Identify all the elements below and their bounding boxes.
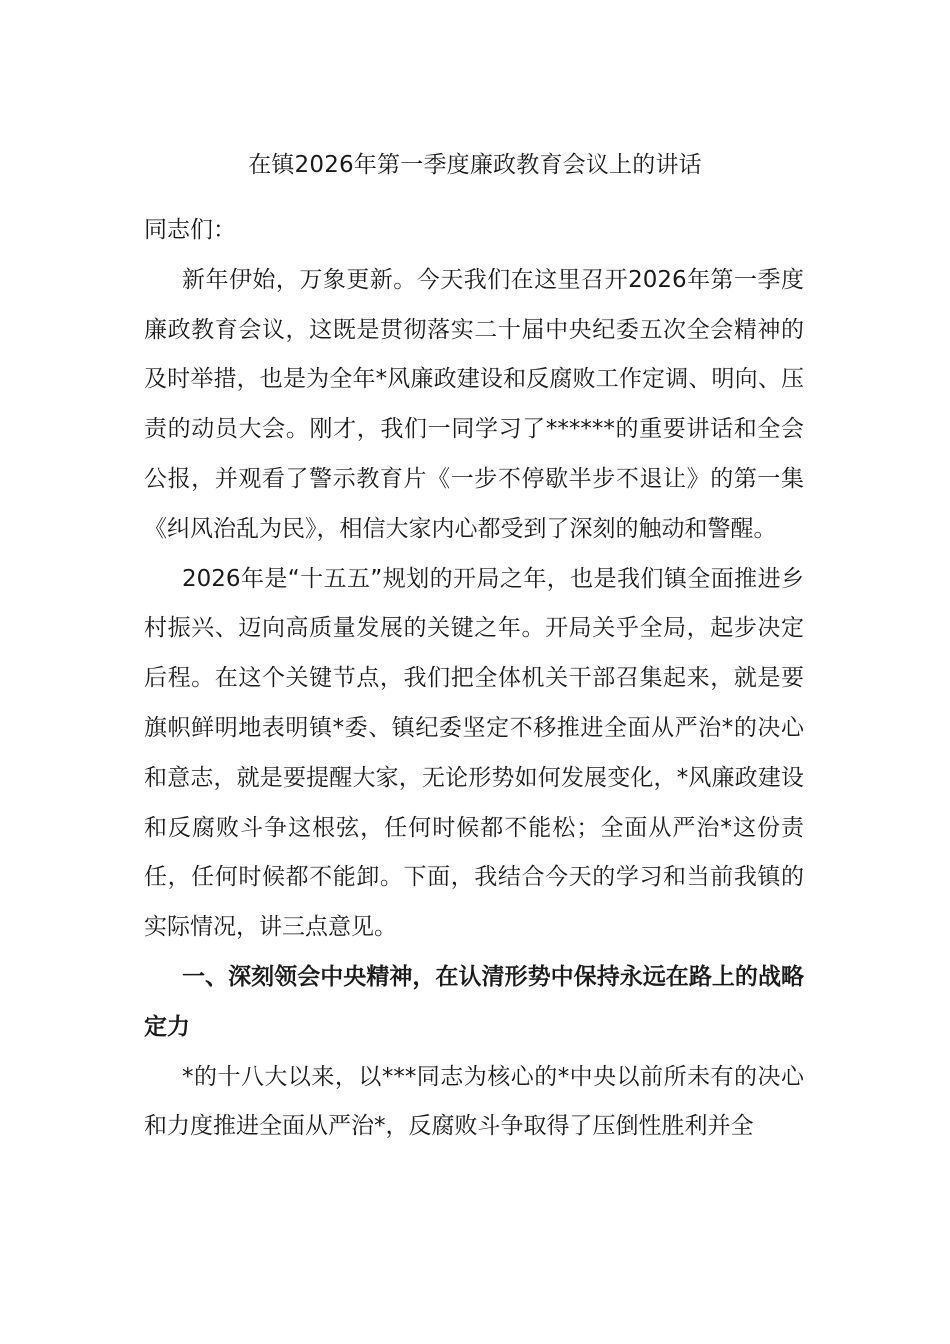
section-heading-1: 一、深刻领会中央精神，在认清形势中保持永远在路上的战略定力	[144, 963, 804, 1040]
paragraph-context: 2026年是“十五五”规划的开局之年，也是我们镇全面推进乡村振兴、迈向高质量发展的关键之年。开局关乎全局，起步决定后程。在这个关键节点，我们把全体机关干部召集起来，就是要旗帜鲜明地表明镇*委、镇纪委坚定不移推进全面从严治*的决心和意志，就是要提醒大家，无论形势如何发展变化，*风廉政建设和反腐败斗争这根弦，任何时候都不能松；全面从严治*这份责任，任何时候都不能卸。下面，我结合今天的学习和当前我镇的实际情况，讲三点意见。	[144, 565, 804, 941]
section-1-paragraph: *的十八大以来，以***同志为核心的*中央以前所未有的决心和力度推进全面从严治*，反腐败斗争取得了压倒性胜利并全	[144, 1063, 804, 1140]
document-body	[144, 206, 804, 1152]
greeting: 同志们：	[144, 217, 236, 243]
document-title: 在镇2026年第一季度廉政教育会议上的讲话	[248, 152, 702, 178]
paragraph-opening: 新年伊始，万象更新。今天我们在这里召开2026年第一季度廉政教育会议，这既是贯彻落实二十届中央纪委五次全会精神的及时举措，也是为全年*风廉政建设和反腐败工作定调、明向、压责的动员大会。刚才，我们一同学习了******的重要讲话和全会公报，并观看了警示教育片《一步不停歇半步不退让》的第一集《纠风治乱为民》，相信大家内心都受到了深刻的触动和警醒。	[144, 266, 804, 542]
